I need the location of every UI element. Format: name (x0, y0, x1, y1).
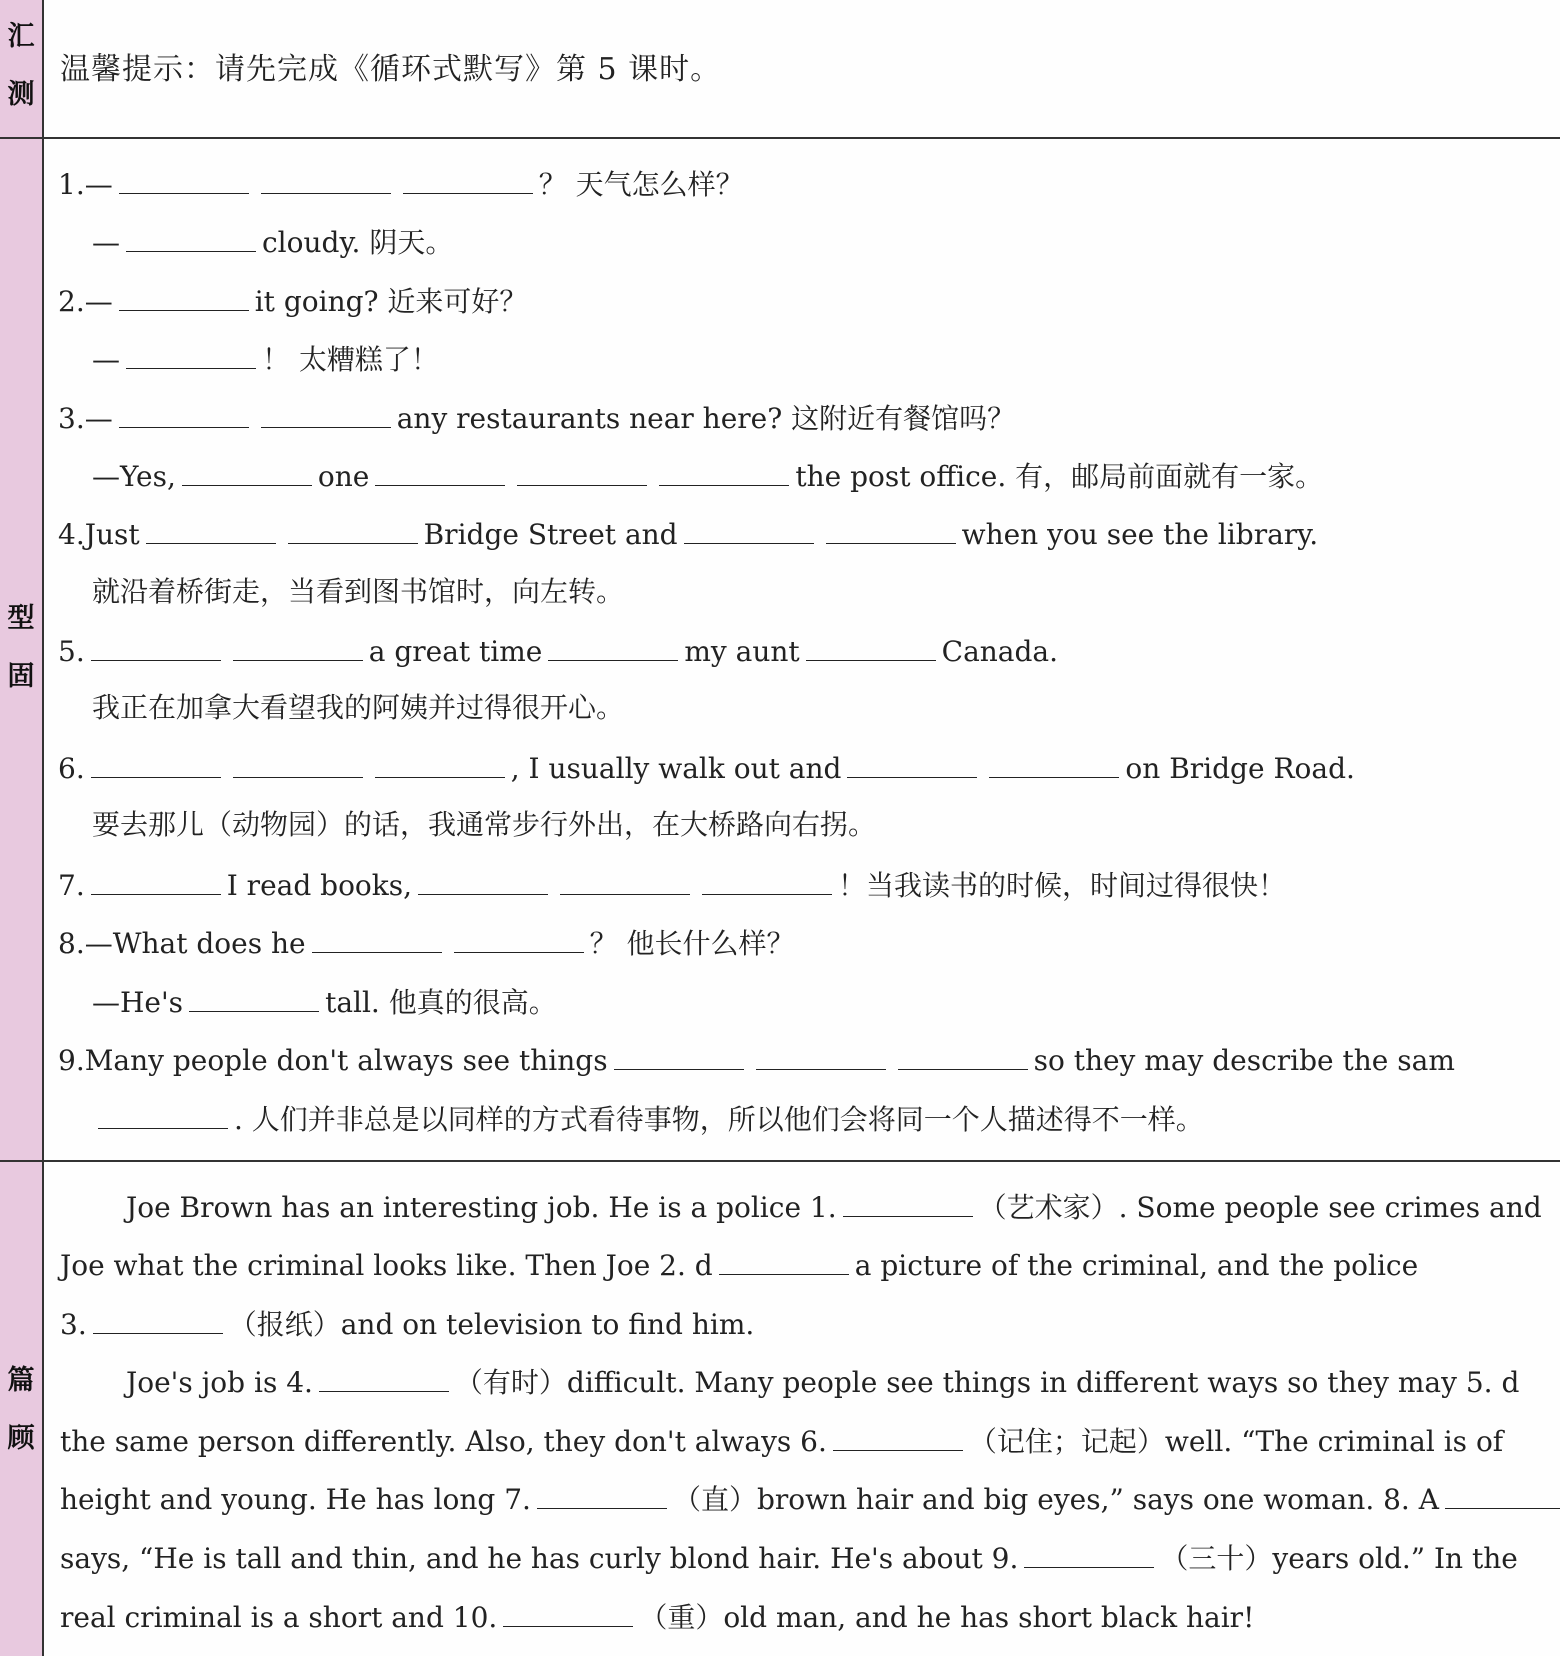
exercise-line (58, 922, 795, 964)
answer-blank[interactable] (233, 747, 363, 778)
answer-blank[interactable] (454, 922, 584, 953)
answer-blank[interactable] (182, 455, 312, 486)
answer-blank[interactable] (261, 163, 391, 194)
exercise-text: Many people don't always see things (84, 1044, 608, 1077)
passage-line (126, 1186, 1542, 1228)
dash: — (92, 226, 120, 259)
answer-blank[interactable] (847, 747, 977, 778)
exercise-text: it going? 近来可好？ (254, 285, 528, 318)
answer-blank[interactable] (702, 864, 832, 895)
exercise-text: cloudy. 阴天。 (262, 226, 454, 259)
sidebar-label: 测 (7, 79, 35, 110)
item-number: 9. (58, 1044, 85, 1077)
passage-line (60, 1420, 1503, 1462)
answer-blank[interactable] (93, 1303, 223, 1334)
item-number: 3. (58, 402, 85, 435)
dash: — (84, 285, 113, 318)
answer-blank[interactable] (756, 1039, 886, 1070)
passage-text: （报纸）and on television to find him. (228, 1308, 755, 1341)
passage-text: （记住；记起）well. “The criminal is of (968, 1425, 1504, 1458)
item-number: 4. (58, 518, 85, 551)
answer-blank[interactable] (261, 397, 391, 428)
answer-blank[interactable] (684, 513, 814, 544)
answer-blank[interactable] (126, 221, 256, 252)
answer-blank[interactable] (898, 1039, 1028, 1070)
answer-blank[interactable] (119, 397, 249, 428)
exercise-text: Canada. (941, 635, 1059, 668)
exercise-line (58, 747, 1355, 789)
item-number: 8. (58, 927, 85, 960)
exercise-text: —He's (92, 986, 184, 1019)
item-number: 1. (58, 168, 85, 201)
exercise-line (92, 455, 1323, 497)
exercise-text: I read books, (226, 869, 413, 902)
sidebar-label: 型 (7, 603, 35, 634)
section-divider (0, 1160, 1560, 1162)
exercise-translation: 就沿着桥街走，当看到图书馆时，向左转。 (92, 575, 625, 608)
exercise-line (58, 630, 1058, 672)
passage-text: a picture of the criminal, and the police (854, 1249, 1419, 1282)
answer-blank[interactable] (91, 630, 221, 661)
passage-line (60, 1537, 1518, 1579)
sidebar-label: 顾 (7, 1423, 35, 1454)
exercise-text: on Bridge Road. (1125, 752, 1355, 785)
answer-blank[interactable] (91, 747, 221, 778)
passage-text: Joe Brown has an interesting job. He is a police 1. (126, 1191, 837, 1224)
sidebar-label: 汇 (7, 21, 35, 52)
exercise-text: ？ 他长什么样？ (589, 927, 795, 960)
dash: — (92, 343, 120, 376)
exercise-line (58, 1039, 1455, 1081)
answer-blank[interactable] (375, 747, 505, 778)
exercise-text: ？ 天气怎么样？ (538, 168, 744, 201)
exercise-line (58, 280, 527, 322)
answer-blank[interactable] (312, 922, 442, 953)
answer-blank[interactable] (233, 630, 363, 661)
answer-blank[interactable] (418, 864, 548, 895)
passage-text: says, “He is tall and thin, and he has curly blond hair. He's about 9. (60, 1542, 1019, 1575)
item-number: 6. (58, 752, 85, 785)
answer-blank[interactable] (833, 1420, 963, 1451)
answer-blank[interactable] (403, 163, 533, 194)
exercise-text: the post office. 有，邮局前面就有一家。 (795, 460, 1324, 493)
answer-blank[interactable] (91, 864, 221, 895)
passage-text: 3. (60, 1308, 87, 1341)
exercise-text: when you see the library. (961, 518, 1319, 551)
answer-blank[interactable] (119, 280, 249, 311)
passage-text: （有时）difficult. Many people see things in different ways so they may 5. d (454, 1366, 1520, 1399)
answer-blank[interactable] (146, 513, 276, 544)
passage-line (60, 1244, 1418, 1286)
passage-text: the same person differently. Also, they don't always 6. (60, 1425, 827, 1458)
exercise-line (58, 163, 744, 205)
exercise-text: —Yes, (92, 460, 176, 493)
exercise-text: one (317, 460, 370, 493)
dash: — (84, 402, 113, 435)
answer-blank[interactable] (189, 981, 319, 1012)
answer-blank[interactable] (126, 338, 256, 369)
answer-blank[interactable] (1024, 1537, 1154, 1568)
section-divider (0, 137, 1560, 139)
answer-blank[interactable] (1445, 1478, 1560, 1509)
reminder-text: 温馨提示：请先完成《循环式默写》第 5 课时。 (60, 52, 722, 87)
answer-blank[interactable] (517, 455, 647, 486)
answer-blank[interactable] (614, 1039, 744, 1070)
answer-blank[interactable] (719, 1244, 849, 1275)
exercise-line (58, 513, 1318, 555)
answer-blank[interactable] (288, 513, 418, 544)
dash: — (84, 168, 113, 201)
answer-blank[interactable] (375, 455, 505, 486)
passage-text: height and young. He has long 7. (60, 1483, 531, 1516)
answer-blank[interactable] (119, 163, 249, 194)
exercise-text: , I usually walk out and (510, 752, 842, 785)
passage-line (60, 1478, 1560, 1520)
exercise-text: ！ 太糟糕了！ (262, 343, 439, 376)
item-number: 2. (58, 285, 85, 318)
exercise-translation: 我正在加拿大看望我的阿姨并过得很开心。 (92, 691, 625, 724)
answer-blank[interactable] (537, 1478, 667, 1509)
answer-blank[interactable] (503, 1596, 633, 1627)
exercise-line (92, 981, 557, 1023)
exercise-text: tall. 他真的很高。 (325, 986, 557, 1019)
answer-blank[interactable] (319, 1361, 449, 1392)
passage-text: （艺术家）. Some people see crimes and (978, 1191, 1542, 1224)
answer-blank[interactable] (806, 630, 936, 661)
exercise-line (58, 864, 1286, 906)
item-number: 7. (58, 869, 85, 902)
exercise-line (92, 221, 453, 263)
passage-text: real criminal is a short and 10. (60, 1601, 498, 1634)
exercise-line (92, 338, 439, 380)
exercise-text: ！当我读书的时候，时间过得很快！ (838, 869, 1287, 902)
passage-text: （重）old man, and he has short black hair! (639, 1601, 1255, 1634)
item-number: 5. (58, 635, 85, 668)
answer-blank[interactable] (826, 513, 956, 544)
answer-blank[interactable] (659, 455, 789, 486)
exercise-text: any restaurants near here? 这附近有餐馆吗？ (396, 402, 1016, 435)
exercise-line (58, 397, 1015, 439)
exercise-text: . 人们并非总是以同样的方式看待事物，所以他们会将同一个人描述得不一样。 (234, 1103, 1204, 1136)
answer-blank[interactable] (989, 747, 1119, 778)
passage-text: Joe what the criminal looks like. Then Joe 2. d (60, 1249, 713, 1282)
exercise-text: Just (84, 518, 140, 551)
exercise-line (92, 1098, 1204, 1140)
passage-text: （直）brown hair and big eyes,” says one woman. 8. A (672, 1483, 1439, 1516)
exercise-text: a great time (368, 635, 543, 668)
passage-line (126, 1361, 1519, 1403)
sidebar-label: 篇 (7, 1365, 35, 1396)
answer-blank[interactable] (548, 630, 678, 661)
answer-blank[interactable] (560, 864, 690, 895)
exercise-text: so they may describe the sam (1033, 1044, 1455, 1077)
passage-line (60, 1303, 754, 1345)
passage-line (60, 1596, 1254, 1638)
answer-blank[interactable] (843, 1186, 973, 1217)
exercise-translation: 要去那儿（动物园）的话，我通常步行外出，在大桥路向右拐。 (92, 808, 877, 841)
sidebar-label: 固 (7, 661, 35, 692)
answer-blank[interactable] (98, 1098, 228, 1129)
exercise-text: my aunt (684, 635, 800, 668)
exercise-text: —What does he (84, 927, 306, 960)
exercise-text: Bridge Street and (423, 518, 678, 551)
passage-text: Joe's job is 4. (126, 1366, 313, 1399)
passage-text: （三十）years old.” In the (1160, 1542, 1518, 1575)
